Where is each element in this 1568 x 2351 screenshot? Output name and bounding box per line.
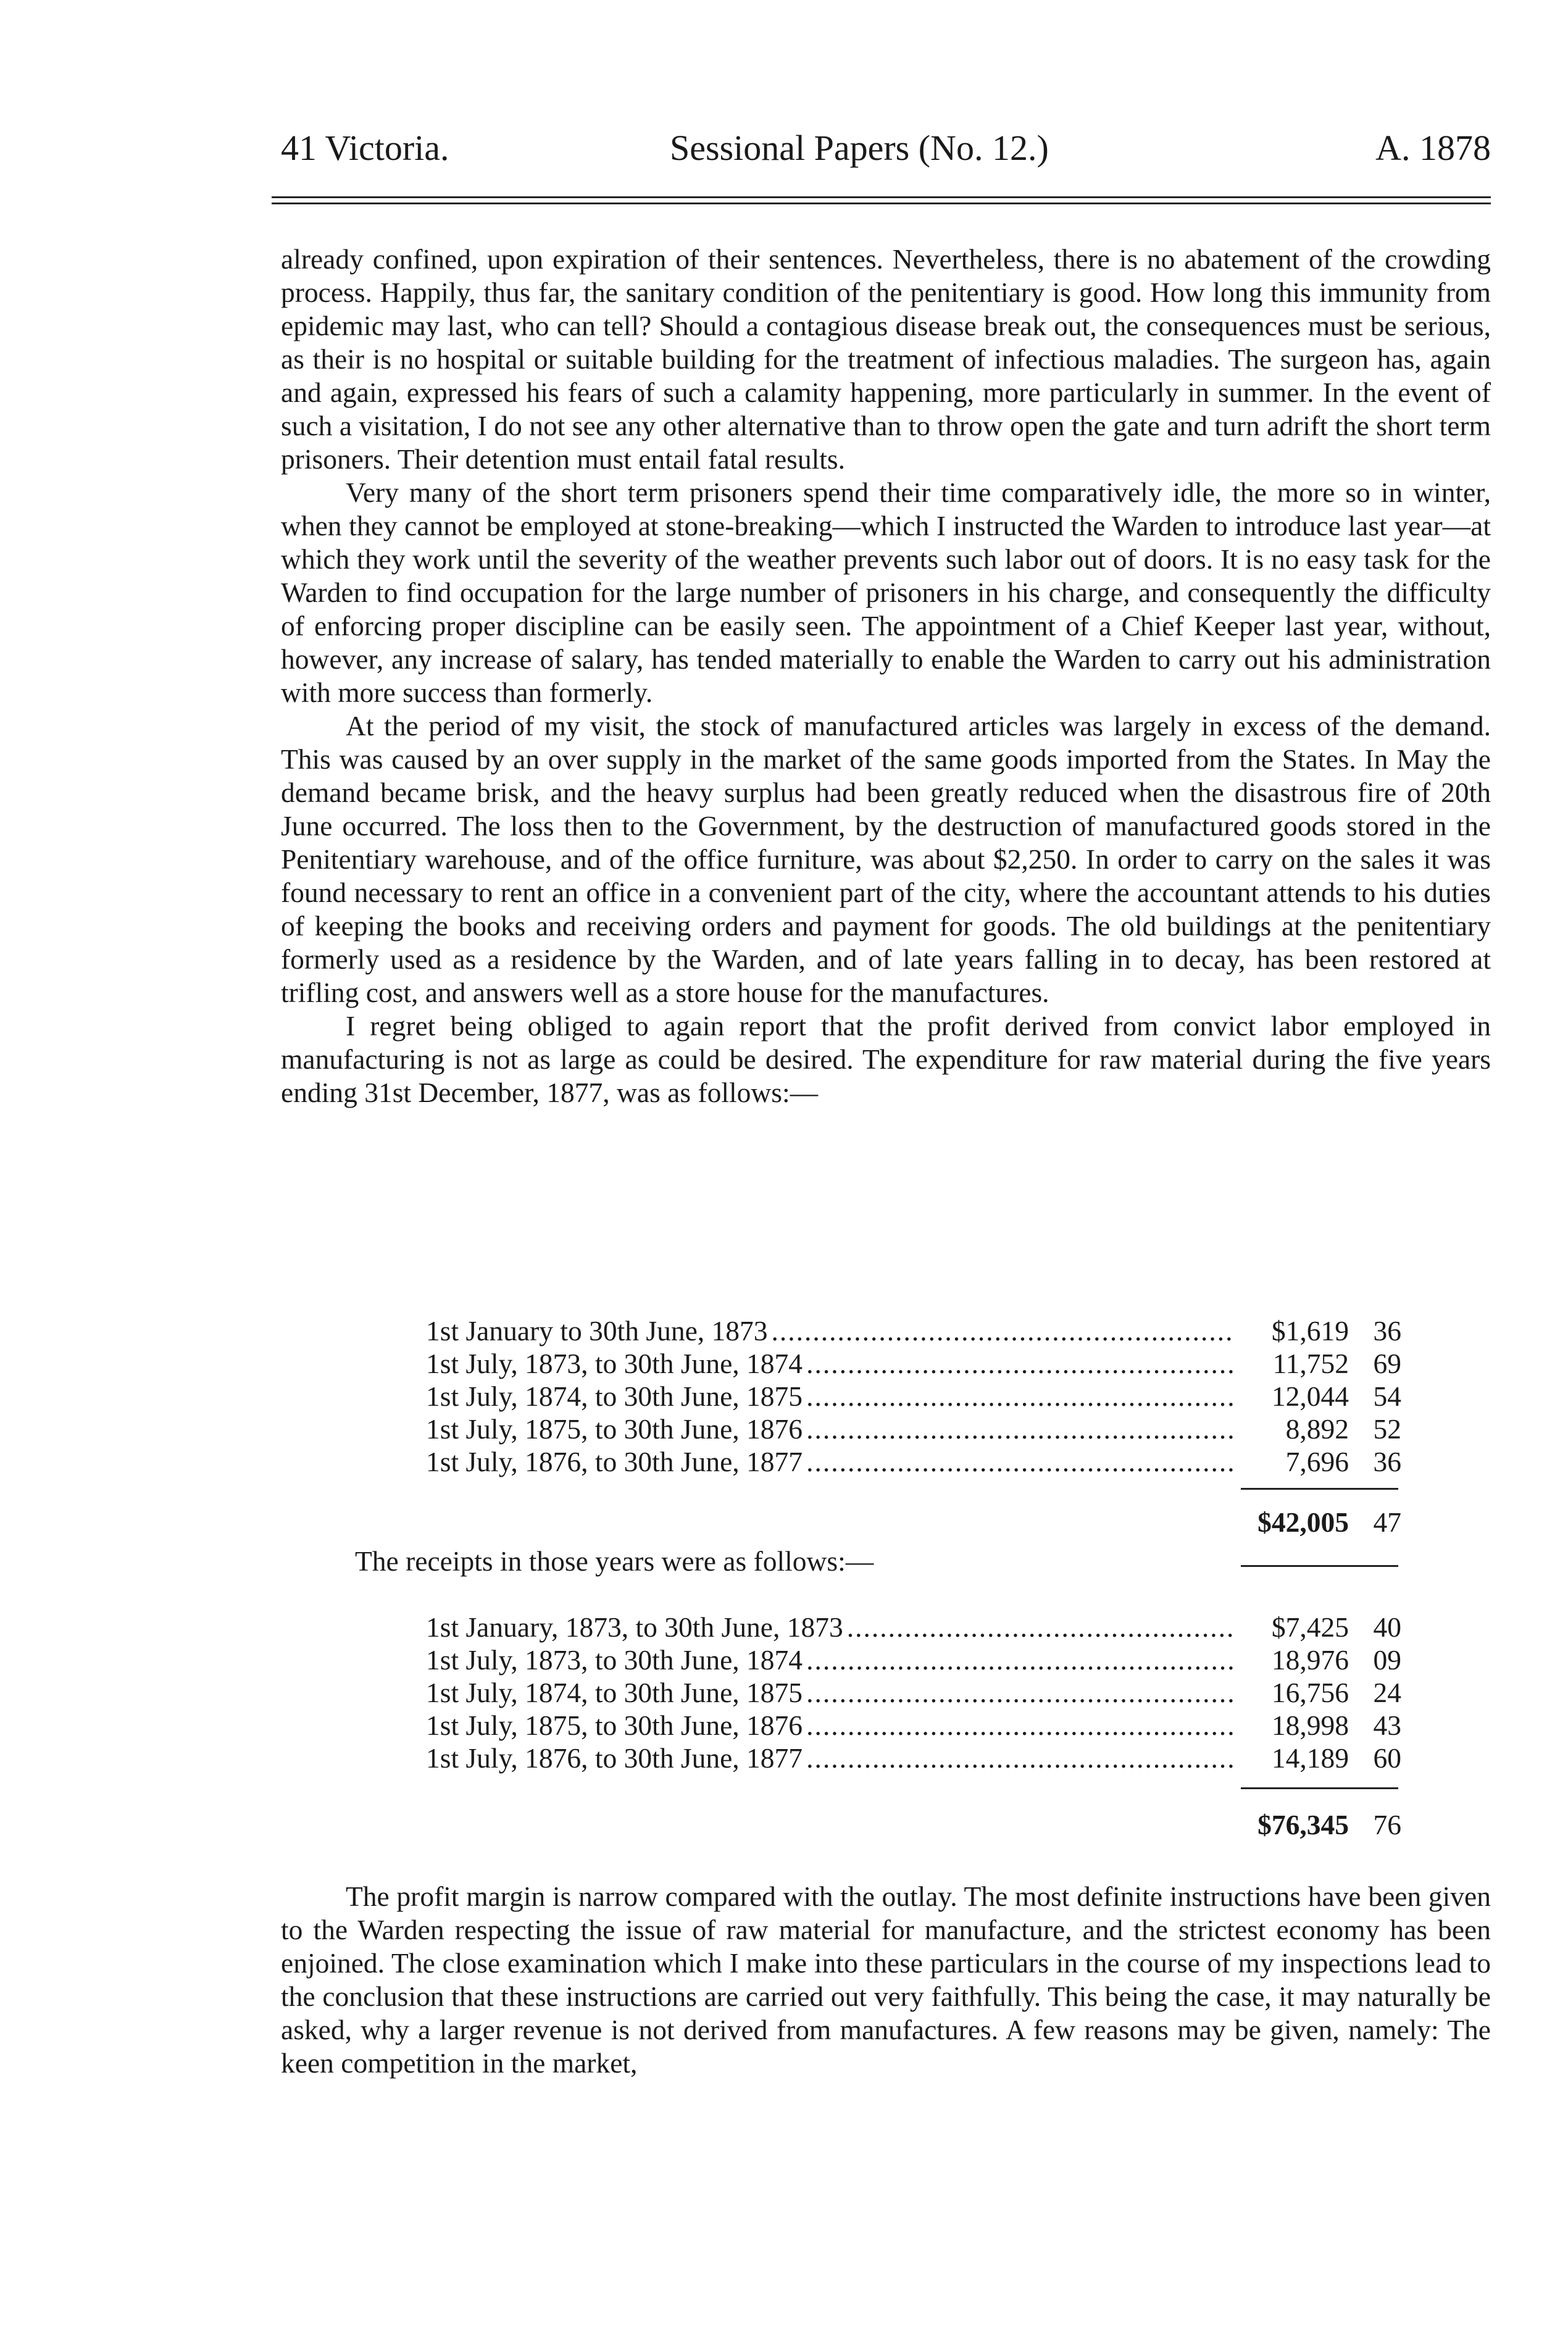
row-period: 1st January, 1873, to 30th June, 1873: [426, 1611, 843, 1643]
paragraph-profit-report: I regret being obliged to again report that the profit derived from convict labor employed in manufacturing is not as large as could be desired. The expenditure for raw material during the five years ending 31st December, 1877, was as follows:—: [281, 1010, 1491, 1108]
row-dollars: 18,998: [1271, 1710, 1349, 1741]
row-period: 1st July, 1873, to 30th June, 1874: [426, 1644, 803, 1676]
leader-dots: [803, 1710, 1235, 1742]
table-row: [426, 1413, 1401, 1446]
row-dollars: 7,696: [1285, 1446, 1349, 1477]
table-row: [426, 1710, 1401, 1742]
header-year: A. 1878: [1375, 128, 1491, 168]
expenditure-total: [426, 1506, 1401, 1539]
leader-dots: [843, 1611, 1235, 1644]
header-volume: 41 Victoria.: [281, 128, 449, 168]
total-dollars: $42,005: [1257, 1506, 1349, 1538]
paragraph-continued: already confined, upon expiration of their sentences. Nevertheless, there is no abatement of the crowding process. Happily, thus far, the sanitary condition of the penitentiary is good. How long this immunity from epidemic may last, who can tell? Should a contagious disease break out, the consequences must be serious, as their is no hospital or suitable building for the treatment of infectious maladies. The surgeon has, again and again, expressed his fears of such a calamity happening, more particularly in summer. In the event of such a visitation, I do not see any other alternative than to throw open the gate and turn adrift the short term prisoners. Their detention must entail fatal results.: [281, 243, 1491, 475]
table-row: [426, 1446, 1401, 1479]
leader-dots: [803, 1677, 1235, 1710]
paragraph-manufactured-stock: At the period of my visit, the stock of manufactured articles was largely in excess of the demand. This was caused by an over supply in the market of the same goods imported from the States. In May the demand became brisk, and the heavy surplus had been greatly reduced when the disastrous fire of 20th June occurred. The loss then to the Government, by the destruction of manufactured goods stored in the Penitentiary warehouse, and of the office furniture, was about $2,250. In order to carry on the sales it was found necessary to rent an office in a convenient part of the city, where the accountant attends to his duties of keeping the books and receiving orders and payment for goods. The old buildings at the penitentiary formerly used as a residence by the Warden, and of late years falling in to decay, has been restored at trifling cost, and answers well as a store house for the manufactures.: [281, 710, 1491, 1008]
running-header: [281, 123, 1491, 179]
sum-rule: [1241, 1787, 1398, 1789]
expenditure-table: [426, 1315, 1401, 1479]
header-rule-top: [272, 196, 1491, 198]
leader-dots: [803, 1380, 1235, 1413]
leader-dots: [803, 1348, 1235, 1380]
row-cents: 52: [1373, 1413, 1401, 1445]
row-dollars: 11,752: [1272, 1348, 1349, 1379]
row-period: 1st July, 1876, to 30th June, 1877: [426, 1742, 803, 1774]
row-dollars: $7,425: [1271, 1611, 1349, 1643]
paragraph-profit-margin: The profit margin is narrow compared with the outlay. The most definite instructions have been given to the Warden respecting the issue of raw material for manufacture, and the strictest economy has been enjoined. The close examination which I make into these particulars in the course of my inspections lead to the conclusion that these instructions are carried out very faithfully. This being the case, it may naturally be asked, why a larger revenue is not derived from manufactures. A few reasons may be given, namely: The keen competition in the market,: [281, 1881, 1491, 2079]
row-cents: 36: [1373, 1446, 1401, 1477]
total-cents: 47: [1373, 1506, 1401, 1538]
table-row: [426, 1611, 1401, 1644]
table-row: [426, 1348, 1401, 1380]
row-period: 1st July, 1874, to 30th June, 1875: [426, 1677, 803, 1708]
table-row: [426, 1380, 1401, 1413]
row-dollars: 12,044: [1271, 1380, 1349, 1412]
row-cents: 24: [1373, 1677, 1401, 1708]
row-period: 1st January to 30th June, 1873: [426, 1315, 768, 1347]
row-dollars: 16,756: [1271, 1677, 1349, 1708]
table-row: [426, 1644, 1401, 1677]
row-cents: 54: [1373, 1380, 1401, 1412]
receipts-total: [426, 1809, 1401, 1841]
row-cents: 36: [1373, 1315, 1401, 1347]
table-row: [426, 1742, 1401, 1775]
sum-rule: [1241, 1565, 1398, 1567]
row-period: 1st July, 1875, to 30th June, 1876: [426, 1413, 803, 1445]
row-cents: 09: [1373, 1644, 1401, 1676]
row-period: 1st July, 1874, to 30th June, 1875: [426, 1380, 803, 1412]
table-row: [426, 1677, 1401, 1710]
receipts-table: [426, 1611, 1401, 1775]
row-dollars: $1,619: [1271, 1315, 1349, 1347]
row-cents: 60: [1373, 1742, 1401, 1774]
total-cents: 76: [1373, 1809, 1401, 1840]
leader-dots: [803, 1446, 1235, 1479]
row-cents: 69: [1373, 1348, 1401, 1379]
row-period: 1st July, 1875, to 30th June, 1876: [426, 1710, 803, 1741]
header-title: Sessional Papers (No. 12.): [670, 128, 1049, 168]
row-cents: 43: [1373, 1710, 1401, 1741]
closing-text: [281, 1880, 1491, 2080]
total-dollars: $76,345: [1257, 1809, 1349, 1840]
row-dollars: 8,892: [1285, 1413, 1349, 1445]
row-period: 1st July, 1873, to 30th June, 1874: [426, 1348, 803, 1379]
leader-dots: [768, 1315, 1235, 1348]
receipts-intro: The receipts in those years were as follows:—: [355, 1545, 874, 1577]
leader-dots: [803, 1742, 1235, 1775]
row-dollars: 14,189: [1271, 1742, 1349, 1774]
row-cents: 40: [1373, 1611, 1401, 1643]
header-rule-bottom: [272, 203, 1491, 204]
sum-rule: [1241, 1488, 1398, 1490]
leader-dots: [803, 1644, 1235, 1677]
body-text: [281, 243, 1491, 1109]
row-dollars: 18,976: [1271, 1644, 1349, 1676]
table-row: [426, 1315, 1401, 1348]
paragraph-short-term-prisoners: Very many of the short term prisoners spend their time comparatively idle, the more so in winter, when they cannot be employed at stone-breaking—which I instructed the Warden to introduce last year—at which they work until the severity of the weather prevents such labor out of doors. It is no easy task for the Warden to find occupation for the large number of prisoners in his charge, and consequently the difficulty of enforcing proper discipline can be easily seen. The appointment of a Chief Keeper last year, without, however, any increase of salary, has tended materially to enable the Warden to carry out his administration with more success than formerly.: [281, 477, 1491, 708]
row-period: 1st July, 1876, to 30th June, 1877: [426, 1446, 803, 1477]
leader-dots: [803, 1413, 1235, 1446]
